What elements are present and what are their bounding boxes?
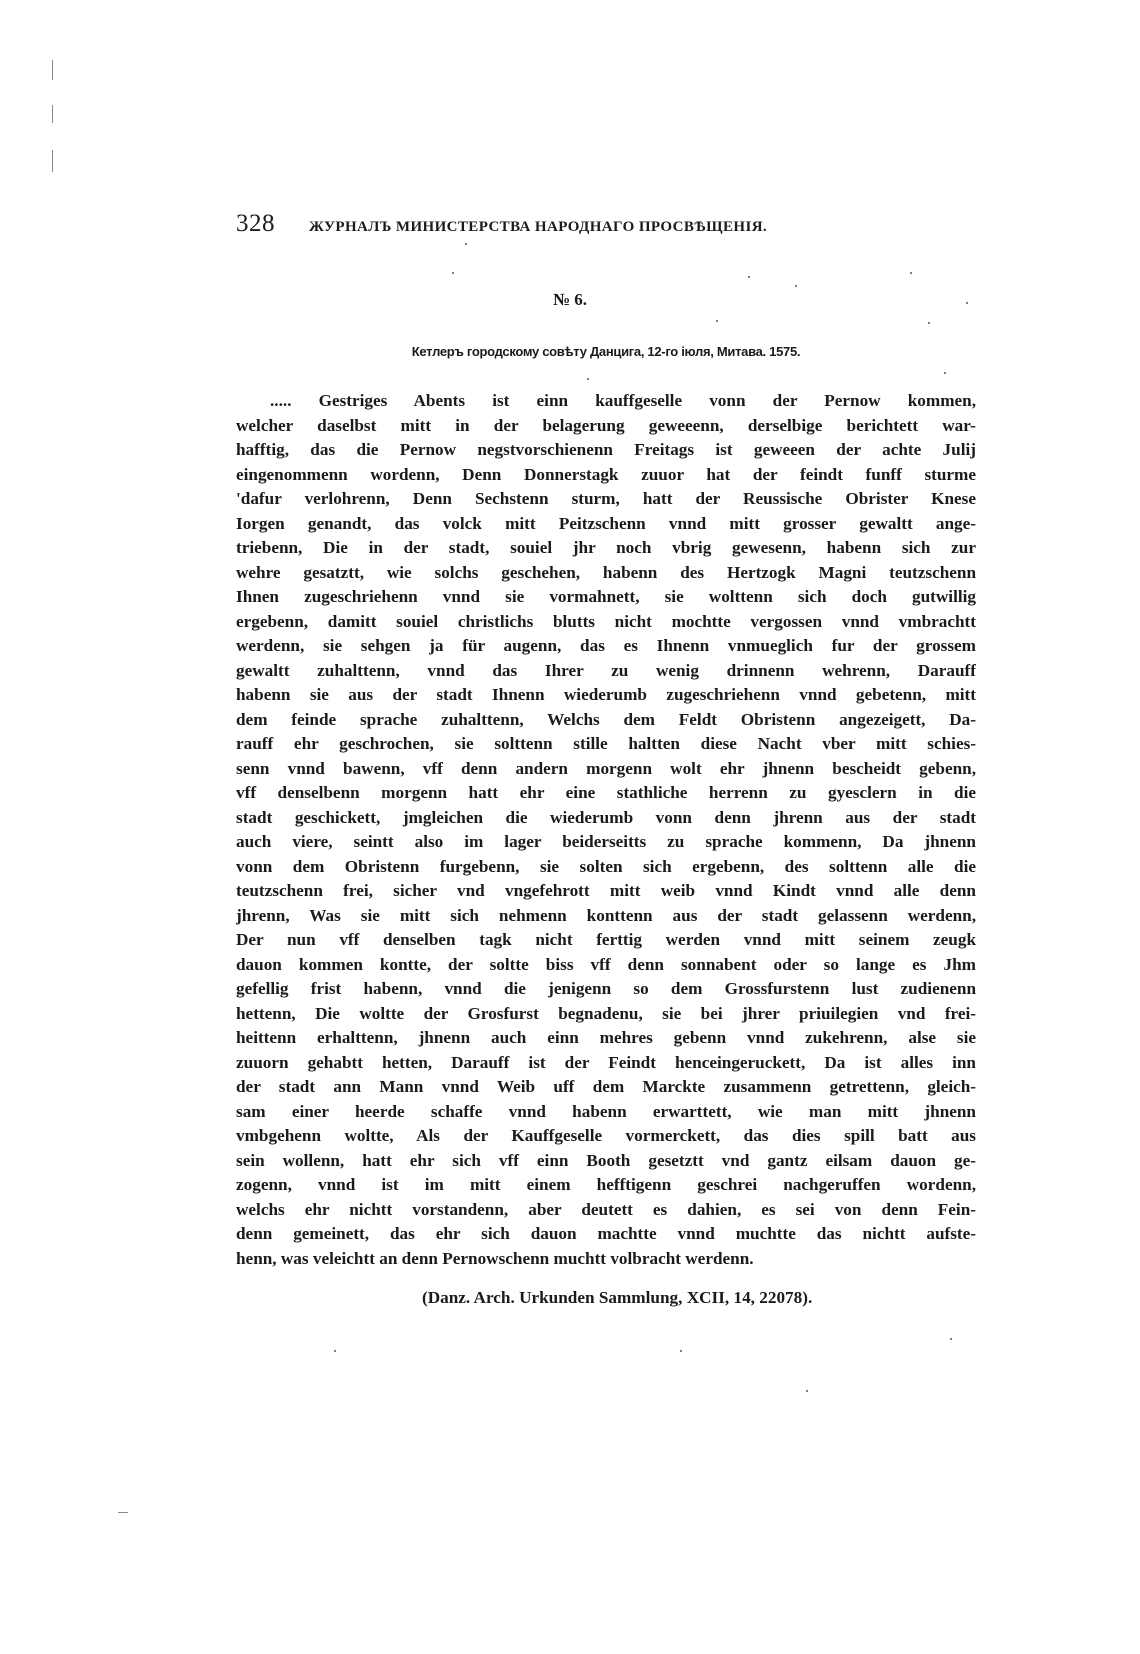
text-line: Iorgen genandt, das volck mitt Peitzschenn vnnd mitt grosser gewaltt ange- <box>236 513 976 533</box>
running-title: ЖУРНАЛЪ МИНИСТЕРСТВА НАРОДНАГО ПРОСВѢЩЕНІЯ. <box>309 219 768 235</box>
scan-speck <box>748 276 750 278</box>
text-line: vmbgehenn woltte, Als der Kauffgeselle vormerckett, das dies spill batt aus <box>236 1126 976 1145</box>
scan-speck <box>806 1390 808 1392</box>
archive-citation: (Danz. Arch. Urkunden Sammlung, XCII, 14, 22078). <box>422 1288 813 1307</box>
text-line: stadt geschickett, jmgleichen die wiederumb vonn denn jhrenn aus der stadt <box>236 807 976 827</box>
text-line: jhrenn, Was sie mitt sich nehmenn konttenn aus der stadt gelassenn werdenn, <box>236 905 976 925</box>
text-line: dem feinde sprache zuhalttenn, Welchs dem Feldt Obristenn angezeigett, Da- <box>236 709 976 729</box>
text-line: senn vnnd bawenn, vff denn andern morgenn wolt ehr jhnenn bescheidt gebenn, <box>236 758 976 778</box>
text-line: Ihnen zugeschriehenn vnnd sie vormahnett, sie wolttenn sich doch gutwillig <box>236 587 976 606</box>
text-line: rauff ehr geschrochen, sie solttenn stille haltten diese Nacht vber mitt schies- <box>236 734 976 753</box>
scan-margin-mark <box>52 150 53 172</box>
text-line: werdenn, sie sehgen ja für augenn, das es Ihnenn vnmueglich fur der grossem <box>236 636 976 655</box>
body-text <box>236 389 976 1271</box>
scan-speck <box>944 372 946 374</box>
text-line: hafftig, das die Pernow negstvorschienenn Freitags ist geweeen der achte Julij <box>236 440 976 459</box>
text-line: Der nun vff denselben tagk nicht ferttig werden vnnd mitt seinem zeugk <box>236 930 976 949</box>
text-line: habenn sie aus der stadt Ihnenn wiederumb zugeschriehenn vnnd gebetenn, mitt <box>236 685 976 704</box>
scan-speck <box>966 302 968 304</box>
text-line: hettenn, Die woltte der Grosfurst begnadenu, sie bei jhrer priuilegien vnd frei- <box>236 1003 976 1023</box>
text-line: dauon kommen kontte, der soltte biss vff denn sonnabent oder so lange es Jhm <box>236 954 976 974</box>
text-line: welchs ehr nichtt vorstandenn, aber deutett es dahien, es sei von denn Fein- <box>236 1199 976 1219</box>
text-line: der stadt ann Mann vnnd Weib uff dem Marckte zusammenn getrettenn, gleich- <box>236 1077 976 1096</box>
text-line: welcher daselbst mitt in der belagerung geweeenn, derselbige berichtett war- <box>236 415 976 435</box>
scan-speck <box>452 272 454 274</box>
text-line: heittenn erhalttenn, jhnenn auch einn mehres gebenn vnnd zukehrenn, alse sie <box>236 1028 976 1047</box>
scan-speck <box>910 272 912 274</box>
document-heading: Кетлеръ городскому совѣту Данцига, 12-го іюля, Митава. 1575. <box>411 344 801 359</box>
text-line: 'dafur verlohrenn, Denn Sechstenn sturm, hatt der Reussische Obrister Knese <box>236 489 976 508</box>
text-line: henn, was veleichtt an denn Pernowschenn muchtt volbracht werdenn. <box>236 1248 754 1268</box>
text-line: teutzschenn frei, sicher vnd vngefehrott mitt weib vnnd Kindt vnnd alle denn <box>236 881 976 900</box>
text-line: triebenn, Die in der stadt, souiel jhr noch vbrig gewesenn, habenn sich zur <box>236 538 976 557</box>
text-line: ..... Gestriges Abents ist einn kauffgeselle vonn der Pernow kommen, <box>270 391 976 410</box>
scan-speck <box>795 285 797 287</box>
page-number: 328 <box>236 210 275 237</box>
text-line: gefellig frist habenn, vnnd die jenigenn so dem Grossfurstenn lust zudienenn <box>236 979 976 998</box>
text-line: sein wollenn, hatt ehr sich vff einn Booth gesetztt vnd gantz eilsam dauon ge- <box>236 1150 976 1170</box>
text-line: ergebenn, damitt souiel christlichs blutts nicht mochtte vergossen vnnd vmbrachtt <box>236 611 976 631</box>
text-line: wehre gesatztt, wie solchs geschehen, habenn des Hertzogk Magni teutzschenn <box>236 562 976 582</box>
text-line: zogenn, vnnd ist im mitt einem hefftigenn geschrei nachgeruffen wordenn, <box>236 1175 976 1194</box>
page-header <box>236 210 976 242</box>
text-line: zuuorn gehabtt hetten, Darauff ist der Feindt henceingeruckett, Da ist alles inn <box>236 1052 976 1072</box>
text-line: gewaltt zuhalttenn, vnnd das Ihrer zu wenig drinnenn wehrenn, Darauff <box>236 660 976 680</box>
document-number: № 6. <box>552 290 588 309</box>
text-line: eingenommenn wordenn, Denn Donnerstagk zuuor hat der feindt funff sturme <box>236 464 976 484</box>
text-line: sam einer heerde schaffe vnnd habenn erwarttett, wie man mitt jhnenn <box>236 1101 976 1121</box>
text-line: denn gemeinett, das ehr sich dauon machtte vnnd muchtte das nichtt aufste- <box>236 1224 976 1243</box>
text-line: auch viere, seintt also im lager beiderseitts zu sprache kommenn, Da jhnenn <box>236 832 976 851</box>
scan-margin-mark <box>118 1512 128 1513</box>
scan-speck <box>950 1338 952 1340</box>
scan-speck <box>465 243 467 245</box>
scan-margin-mark <box>52 60 53 80</box>
scan-speck <box>334 1350 336 1352</box>
text-line: vff denselbenn morgenn hatt ehr eine stathliche herrenn zu gyesclern in die <box>236 783 976 802</box>
scan-speck <box>587 378 589 380</box>
scan-margin-mark <box>52 105 53 123</box>
scan-speck <box>716 320 718 322</box>
scan-speck <box>680 1350 682 1352</box>
scan-speck <box>928 322 930 324</box>
text-line: vonn dem Obristenn furgebenn, sie solten sich ergebenn, des solttenn alle die <box>236 856 976 876</box>
